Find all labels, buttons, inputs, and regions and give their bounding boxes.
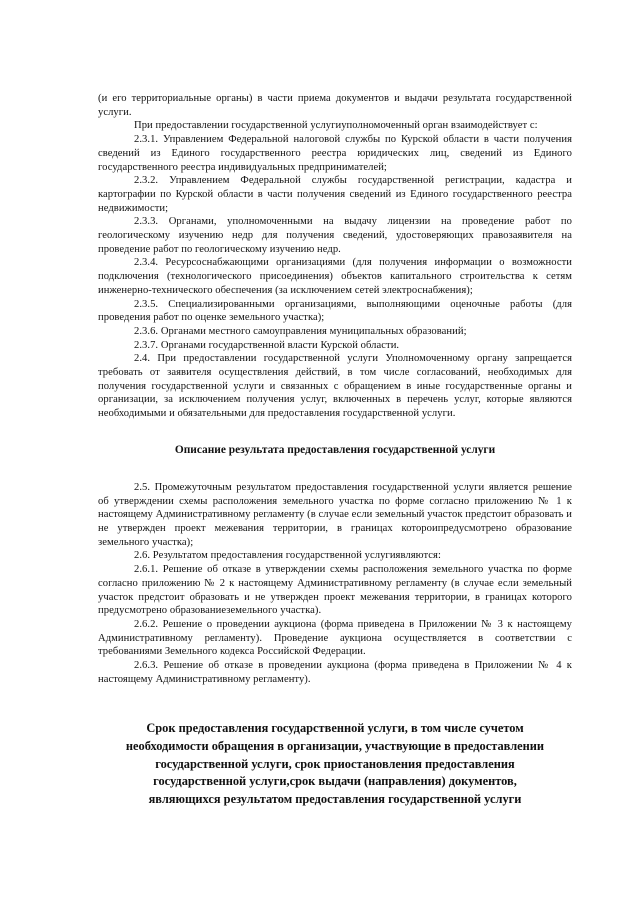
clause-2-3-2: 2.3.2. Управлением Федеральной службы государственной регистрации, кадастра и картографии по Курской области в части получения сведений из Единого государственного реестра недвижимости; <box>98 175 572 214</box>
section-heading-term-line: Срок предоставления государственной услуги, в том числе сучетом <box>146 721 524 736</box>
clause-2-6-2: 2.6.2. Решение о проведении аукциона (форма приведена в Приложении № 3 к настоящему Административному регламенту). Проведение аукциона осуществляется в соответствии с требованиями Земельного кодекса Российской Федерации. <box>98 618 572 658</box>
clause-2-3-5: 2.3.5. Специализированными организациями, выполняющими оценочные работы (для проведения работ по оценке земельного участка); <box>98 298 572 324</box>
section-heading-term-line: государственной услуги,срок выдачи (направления) документов, <box>153 774 517 789</box>
clause-2-5: 2.5. Промежуточным результатом предоставления государственной услуги является решение об утверждении схемы расположения земельного участка по форме согласно приложению № 1 к настоящему Административному регламенту (в случае если земельный участок предстоит образовать и не утвержден проект межевания территории, в границах котороипредусмотрено образование земельного участка); <box>98 481 572 548</box>
clause-2-6-1: 2.6.1. Решение об отказе в утверждении схемы расположения земельного участка по форме согласно приложению № 2 к настоящему Административному регламенту (в случае если земельный участок предстоит образовать и не утвержден проект межевания территории, в границах которого предусмотрено образованиеземельного участка). <box>98 564 572 617</box>
clause-2-3-1: 2.3.1. Управлением Федеральной налоговой службы по Курской области в части получения сведений из Единого государственного реестра юридических лиц, сведений из Единого государственного реестра индивидуальных предпринимателей; <box>98 134 572 173</box>
clause-2-3-7: 2.3.7. Органами государственной власти Курской области. <box>134 339 400 351</box>
paragraph-interaction-intro: При предоставлении государственной услугиуполномоченный орган взаимодействует с: <box>134 120 538 132</box>
section-heading-result: Описание результата предоставления государственной услуги <box>174 443 496 456</box>
page-content <box>98 92 572 808</box>
clause-2-6: 2.6. Результатом предоставления государственной услугиявляются: <box>134 550 441 562</box>
clause-2-4: 2.4. При предоставлении государственной услуги Уполномоченному органу запрещается требовать от заявителя осуществления действий, в том числе согласований, необходимых для получения государственной услуги и связанных с обращением в иные государственные органы и организации, за исключением получения услуг, включенных в перечень услуг, которые являются необходимыми и обязательными для предоставления государственной услуги. <box>98 353 572 420</box>
paragraph-continuation: (и его территориальные органы) в части приема документов и выдачи результата государственной услуги. <box>98 93 572 118</box>
clause-2-3-3: 2.3.3. Органами, уполномоченными на выдачу лицензии на проведение работ по геологическому изучению недр для получения сведений, удостоверяющих правозаявителя на проведение работ по геологическому изучению недр. <box>98 216 572 255</box>
section-heading-term-line: государственной услуги, срок приостановления предоставления <box>155 756 515 771</box>
clause-2-6-3: 2.6.3. Решение об отказе в проведении аукциона (форма приведена в Приложении № 4 к настоящему Административному регламенту). <box>98 660 572 685</box>
section-heading-term-line: являющихся результатом предоставления государственной услуги <box>148 791 522 806</box>
clause-2-3-4: 2.3.4. Ресурсоснабжающими организациями (для получения информации о возможности подключения (технологического присоединения) объектов капитального строительства к сетям инженерно-технического обеспечения (за исключением сетей электроснабжения); <box>98 257 572 296</box>
section-heading-term <box>98 720 572 808</box>
section-heading-term-line: необходимости обращения в организации, участвующие в предоставлении <box>125 739 545 754</box>
clause-2-3-6: 2.3.6. Органами местного самоуправления муниципальных образований; <box>134 325 467 337</box>
